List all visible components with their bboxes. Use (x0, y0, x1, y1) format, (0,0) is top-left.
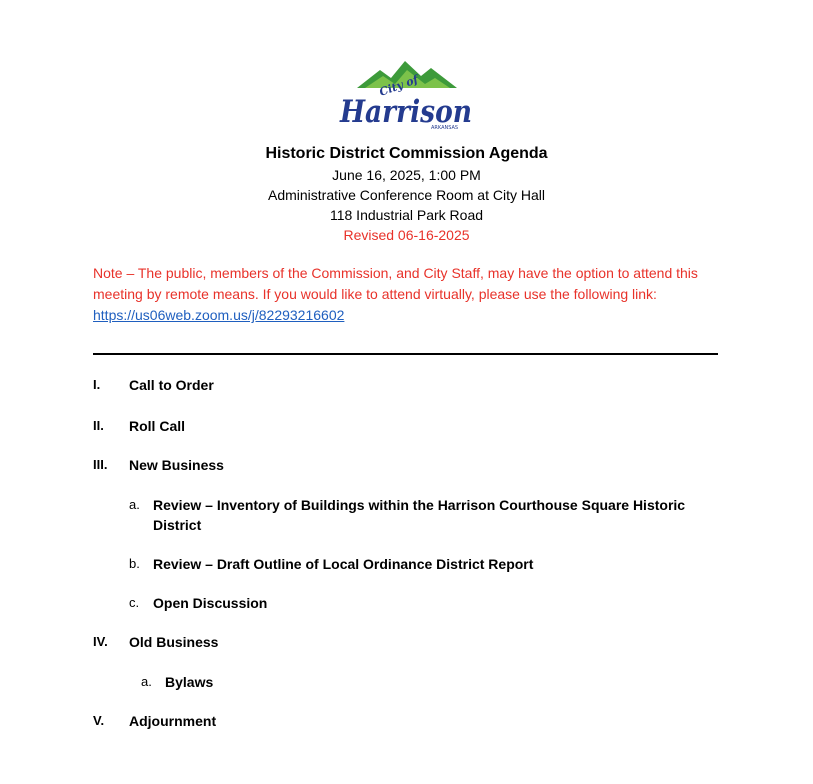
remote-attendance-note (93, 263, 733, 326)
meeting-address: 118 Industrial Park Road (329, 207, 484, 223)
page-title: Historic District Commission Agenda (265, 145, 548, 162)
zoom-link[interactable]: https://us06web.zoom.us/j/82293216602 (93, 307, 345, 323)
note-text: Note – The public, members of the Commission, and City Staff, may have the option to attend this meeting by remote means. If you would like to attend virtually, please use the following link: (93, 265, 698, 302)
divider (93, 353, 718, 355)
sub-item-review-inventory: Review – Inventory of Buildings within the Harrison Courthouse Square Historic District (153, 497, 686, 533)
logo-name: Harrison (339, 94, 472, 130)
sub-letter-c: c. (129, 595, 140, 610)
sub-item-bylaws: Bylaws (165, 674, 214, 690)
agenda-num-i: I. (93, 377, 101, 392)
agenda-num-iii: III. (93, 457, 108, 472)
agenda-item-old-business: Old Business (129, 634, 219, 650)
agenda-num-v: V. (93, 713, 105, 728)
city-of-harrison-logo (335, 56, 475, 134)
sub-letter-iv-a: a. (141, 674, 152, 689)
sub-item-open-discussion: Open Discussion (153, 595, 268, 611)
sub-item-review-draft: Review – Draft Outline of Local Ordinance District Report (153, 556, 534, 572)
meeting-date: June 16, 2025, 1:00 PM (332, 167, 481, 183)
agenda-item-roll-call: Roll Call (129, 418, 186, 434)
agenda-num-ii: II. (93, 418, 104, 433)
agenda-num-iv: IV. (93, 634, 108, 649)
agenda-item-new-business: New Business (129, 457, 224, 473)
logo-state: ARKANSAS (431, 125, 459, 131)
revised-date: Revised 06-16-2025 (343, 227, 470, 243)
logo-city-of: City of (377, 72, 420, 99)
agenda-item-adjournment: Adjournment (129, 713, 217, 729)
sub-letter-a: a. (129, 497, 140, 512)
sub-letter-b: b. (129, 556, 140, 571)
agenda-item-call-to-order: Call to Order (129, 377, 214, 393)
meeting-room: Administrative Conference Room at City Hall (268, 187, 545, 203)
